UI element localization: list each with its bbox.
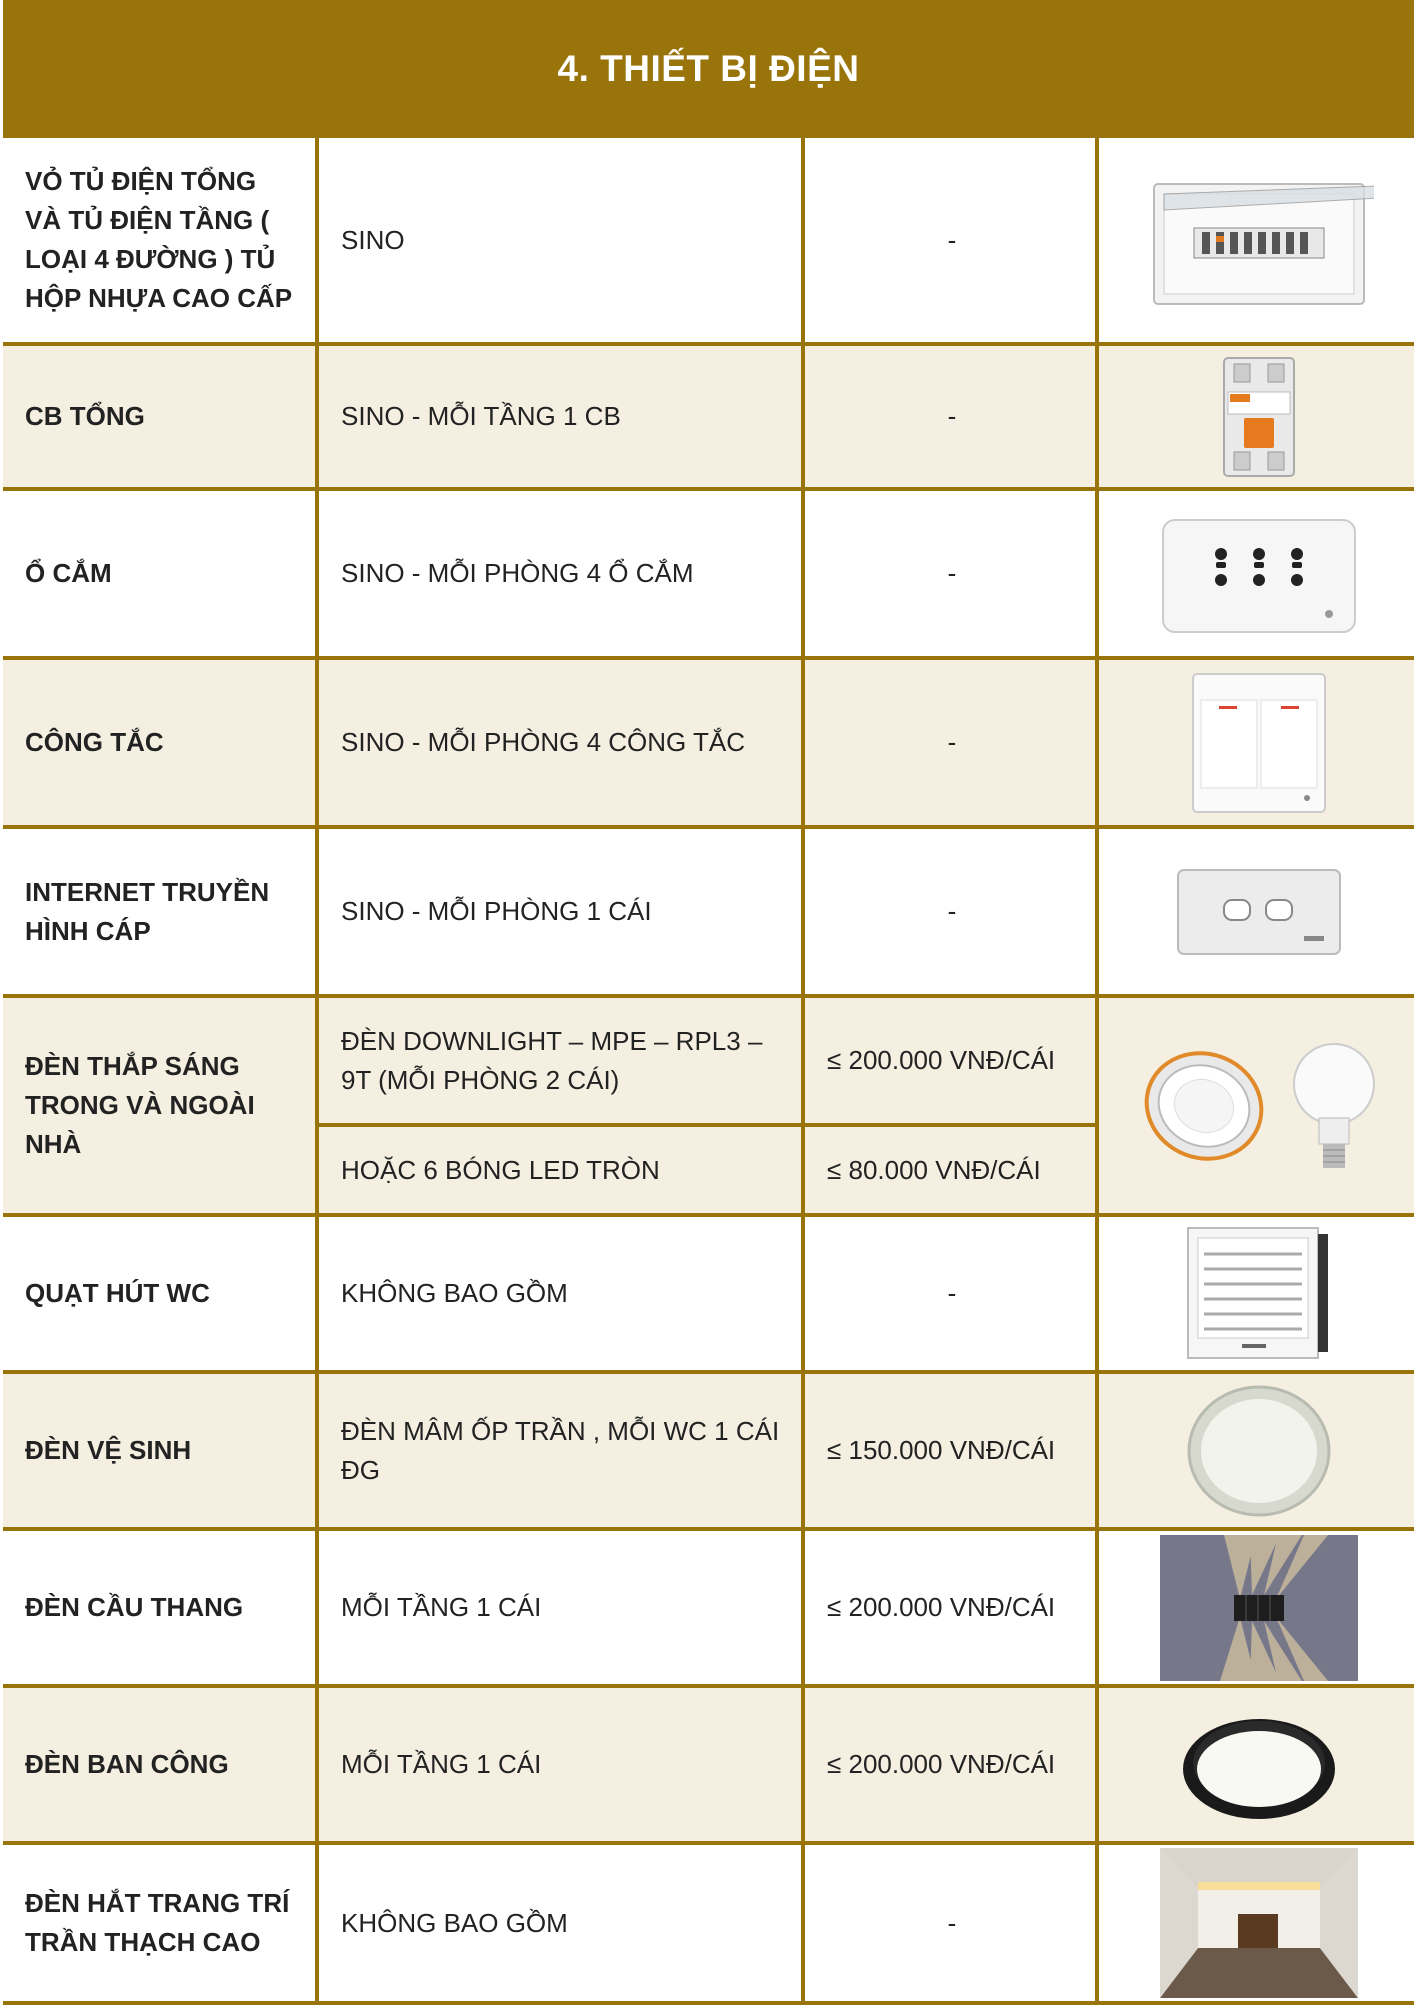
socket-icon bbox=[1097, 489, 1414, 658]
round-ceiling-light-icon bbox=[1097, 1686, 1414, 1843]
item-price: - bbox=[803, 1215, 1097, 1372]
gypsum-ceiling-icon bbox=[1097, 1843, 1414, 2003]
item-price: - bbox=[803, 1843, 1097, 2003]
item-price: - bbox=[803, 827, 1097, 996]
item-spec: KHÔNG BAO GỒM bbox=[317, 1215, 803, 1372]
table-row bbox=[3, 1529, 1414, 1686]
item-spec: MỖI TẦNG 1 CÁI bbox=[317, 1686, 803, 1843]
circuit-breaker-icon bbox=[1097, 344, 1414, 489]
table-row bbox=[3, 1843, 1414, 2003]
item-name: QUẠT HÚT WC bbox=[3, 1215, 317, 1372]
table-row bbox=[3, 996, 1414, 1125]
cable-outlet-icon bbox=[1097, 827, 1414, 996]
item-name: CB TỔNG bbox=[3, 344, 317, 489]
item-spec: ĐÈN MÂM ỐP TRẦN , MỖI WC 1 CÁI ĐG bbox=[317, 1372, 803, 1529]
table-row bbox=[3, 1215, 1414, 1372]
item-name: ĐÈN HẮT TRANG TRÍ TRẦN THẠCH CAO bbox=[3, 1843, 317, 2003]
switch-icon bbox=[1097, 658, 1414, 827]
item-spec: SINO - MỖI PHÒNG 4 Ổ CẮM bbox=[317, 489, 803, 658]
item-spec: ĐÈN DOWNLIGHT – MPE – RPL3 – 9T (MỖI PHÒNG 2 CÁI) bbox=[317, 996, 803, 1125]
table-row bbox=[3, 827, 1414, 996]
electrical-panel-icon bbox=[1097, 138, 1414, 344]
item-price: ≤ 150.000 VNĐ/CÁI bbox=[803, 1372, 1097, 1529]
item-spec: SINO bbox=[317, 138, 803, 344]
section-title: 4. THIẾT BỊ ĐIỆN bbox=[557, 48, 860, 89]
exhaust-fan-icon bbox=[1097, 1215, 1414, 1372]
ceiling-light-icon bbox=[1097, 1372, 1414, 1529]
table-row bbox=[3, 658, 1414, 827]
item-name: VỎ TỦ ĐIỆN TỔNG VÀ TỦ ĐIỆN TẦNG ( LOẠI 4 ĐƯỜNG ) TỦ HỘP NHỰA CAO CẤP bbox=[3, 138, 317, 344]
item-name: ĐÈN VỆ SINH bbox=[3, 1372, 317, 1529]
item-price: - bbox=[803, 138, 1097, 344]
item-name: INTERNET TRUYỀN HÌNH CÁP bbox=[3, 827, 317, 996]
item-price: ≤ 200.000 VNĐ/CÁI bbox=[803, 1686, 1097, 1843]
table-row bbox=[3, 1372, 1414, 1529]
wall-lamp-icon bbox=[1097, 1529, 1414, 1686]
item-price: - bbox=[803, 344, 1097, 489]
item-name: Ổ CẮM bbox=[3, 489, 317, 658]
item-spec: SINO - MỖI PHÒNG 4 CÔNG TẮC bbox=[317, 658, 803, 827]
item-spec: SINO - MỖI PHÒNG 1 CÁI bbox=[317, 827, 803, 996]
item-spec: HOẶC 6 BÓNG LED TRÒN bbox=[317, 1125, 803, 1215]
equipment-table bbox=[3, 138, 1414, 2005]
item-spec: SINO - MỖI TẦNG 1 CB bbox=[317, 344, 803, 489]
item-price: ≤ 80.000 VNĐ/CÁI bbox=[803, 1125, 1097, 1215]
item-price: ≤ 200.000 VNĐ/CÁI bbox=[803, 1529, 1097, 1686]
item-name: ĐÈN BAN CÔNG bbox=[3, 1686, 317, 1843]
item-price: - bbox=[803, 489, 1097, 658]
item-price: - bbox=[803, 658, 1097, 827]
table-row bbox=[3, 1686, 1414, 1843]
item-name: ĐÈN CẦU THANG bbox=[3, 1529, 317, 1686]
downlight-bulb-icon bbox=[1097, 996, 1414, 1215]
item-price: ≤ 200.000 VNĐ/CÁI bbox=[803, 996, 1097, 1125]
item-name: ĐÈN THẮP SÁNG TRONG VÀ NGOÀI NHÀ bbox=[3, 996, 317, 1215]
table-row bbox=[3, 138, 1414, 344]
table-row bbox=[3, 344, 1414, 489]
table-row bbox=[3, 489, 1414, 658]
item-spec: MỖI TẦNG 1 CÁI bbox=[317, 1529, 803, 1686]
item-spec: KHÔNG BAO GỒM bbox=[317, 1843, 803, 2003]
section-header bbox=[3, 0, 1414, 138]
item-name: CÔNG TẮC bbox=[3, 658, 317, 827]
